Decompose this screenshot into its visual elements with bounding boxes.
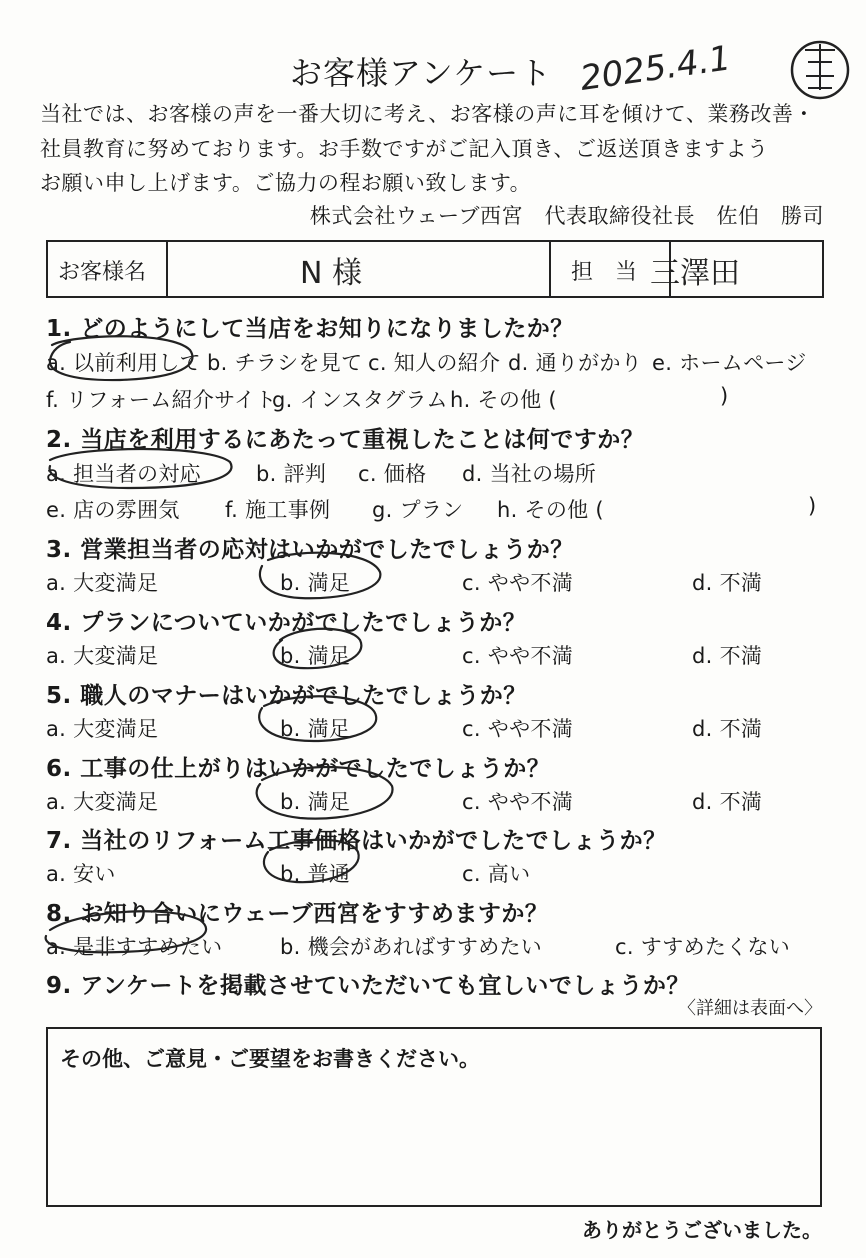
q2-option-e[interactable]: e. 店の雰囲気 xyxy=(46,498,180,522)
q4-option-a[interactable]: a. 大変満足 xyxy=(46,644,159,668)
q1-option-f[interactable]: f. リフォーム紹介サイト xyxy=(46,388,277,412)
customer-table xyxy=(46,240,824,298)
q6-option-a[interactable]: a. 大変満足 xyxy=(46,790,159,814)
intro-line-1: 当社では、お客様の声を一番大切に考え、お客様の声に耳を傾けて、業務改善・ xyxy=(40,102,815,126)
q1-option-b[interactable]: b. チラシを見て xyxy=(207,351,363,375)
q6-option-b[interactable]: b. 満足 xyxy=(280,790,351,814)
q2-option-h[interactable]: h. その他 ( xyxy=(497,498,604,522)
intro-line-3: お願い申し上げます。ご協力の程お願い致します。 xyxy=(40,171,532,195)
q3-option-c[interactable]: c. やや不満 xyxy=(462,571,573,595)
q5-option-c[interactable]: c. やや不満 xyxy=(462,717,573,741)
staff-name-value: 三澤田 xyxy=(650,256,740,291)
q5-option-b[interactable]: b. 満足 xyxy=(280,717,351,741)
q5-option-d[interactable]: d. 不満 xyxy=(692,717,763,741)
question-9: 9. アンケートを掲載させていただいても宜しいでしょうか？ xyxy=(46,973,690,999)
staff-name-field[interactable] xyxy=(671,242,822,296)
staff-seal-stamp xyxy=(792,42,848,98)
q2-option-a[interactable]: a. 担当者の対応 xyxy=(46,462,201,486)
detail-note: 〈詳細は表面へ〉 xyxy=(678,998,822,1019)
staff-label-cell xyxy=(551,242,671,296)
q1-option-c[interactable]: c. 知人の紹介 xyxy=(368,351,501,375)
form-title: お客様アンケート xyxy=(290,54,553,92)
q3-option-d[interactable]: d. 不満 xyxy=(692,571,763,595)
q7-option-c[interactable]: c. 高い xyxy=(462,862,531,886)
q8-option-b[interactable]: b. 機会があればすすめたい xyxy=(280,935,543,959)
q1-option-g[interactable]: g. インスタグラム xyxy=(272,388,448,412)
question-5: 5. 職人のマナーはいかがでしたでしょうか？ xyxy=(46,683,527,709)
q4-option-c[interactable]: c. やや不満 xyxy=(462,644,573,668)
q1-option-e[interactable]: e. ホームページ xyxy=(652,351,807,375)
question-1: 1. どのようにして当店をお知りになりましたか？ xyxy=(46,316,574,342)
q8-option-c[interactable]: c. すすめたくない xyxy=(615,935,791,959)
q6-option-c[interactable]: c. やや不満 xyxy=(462,790,573,814)
q1-option-a[interactable]: a. 以前利用して xyxy=(46,351,201,375)
comment-label: その他、ご意見・ご要望をお書きください。 xyxy=(60,1047,480,1071)
q4-option-b[interactable]: b. 満足 xyxy=(280,644,351,668)
q1-option-d[interactable]: d. 通りがかり xyxy=(508,351,643,375)
customer-name-field[interactable] xyxy=(168,242,551,296)
customer-name-value: N 様 xyxy=(300,256,362,291)
q4-option-d[interactable]: d. 不満 xyxy=(692,644,763,668)
question-3: 3. 営業担当者の応対はいかがでしたでしょうか？ xyxy=(46,537,574,563)
question-8: 8. お知り合いにウェーブ西宮をすすめますか？ xyxy=(46,901,549,927)
thanks-text: ありがとうございました。 xyxy=(582,1218,822,1242)
question-4: 4. プランについていかがでしたでしょうか？ xyxy=(46,610,527,636)
q7-option-b[interactable]: b. 普通 xyxy=(280,862,351,886)
q1-option-h[interactable]: h. その他 ( xyxy=(450,388,557,412)
q6-option-d[interactable]: d. 不満 xyxy=(692,790,763,814)
q2-option-c[interactable]: c. 価格 xyxy=(358,462,427,486)
q3-option-a[interactable]: a. 大変満足 xyxy=(46,571,159,595)
q1-option-h-close: ) xyxy=(720,384,729,408)
company-signature: 株式会社ウェーブ西宮 代表取締役社長 佐伯 勝司 xyxy=(309,204,824,228)
q2-option-g[interactable]: g. プラン xyxy=(372,498,464,522)
comment-box[interactable] xyxy=(46,1027,822,1207)
q2-option-d[interactable]: d. 当社の場所 xyxy=(462,462,597,486)
q2-option-h-close: ) xyxy=(808,494,817,518)
staff-label: 担 当 xyxy=(571,260,638,285)
intro-line-2: 社員教育に努めております。お手数ですがご記入頂き、ご返送頂きますよう xyxy=(40,137,769,161)
q2-option-f[interactable]: f. 施工事例 xyxy=(225,498,331,522)
handwritten-date: 2025.4.1 xyxy=(577,38,734,99)
q3-option-b[interactable]: b. 満足 xyxy=(280,571,351,595)
question-2: 2. 当店を利用するにあたって重視したことは何ですか？ xyxy=(46,427,645,453)
q2-option-b[interactable]: b. 評判 xyxy=(256,462,327,486)
q7-option-a[interactable]: a. 安い xyxy=(46,862,116,886)
q8-option-a[interactable]: a. 是非すすめたい xyxy=(46,935,223,959)
customer-name-label: お客様名 xyxy=(58,260,147,285)
q5-option-a[interactable]: a. 大変満足 xyxy=(46,717,159,741)
customer-name-label-cell xyxy=(48,242,168,296)
question-7: 7. 当社のリフォーム工事価格はいかがでしたでしょうか？ xyxy=(46,828,667,854)
question-6: 6. 工事の仕上がりはいかがでしたでしょうか？ xyxy=(46,756,551,782)
